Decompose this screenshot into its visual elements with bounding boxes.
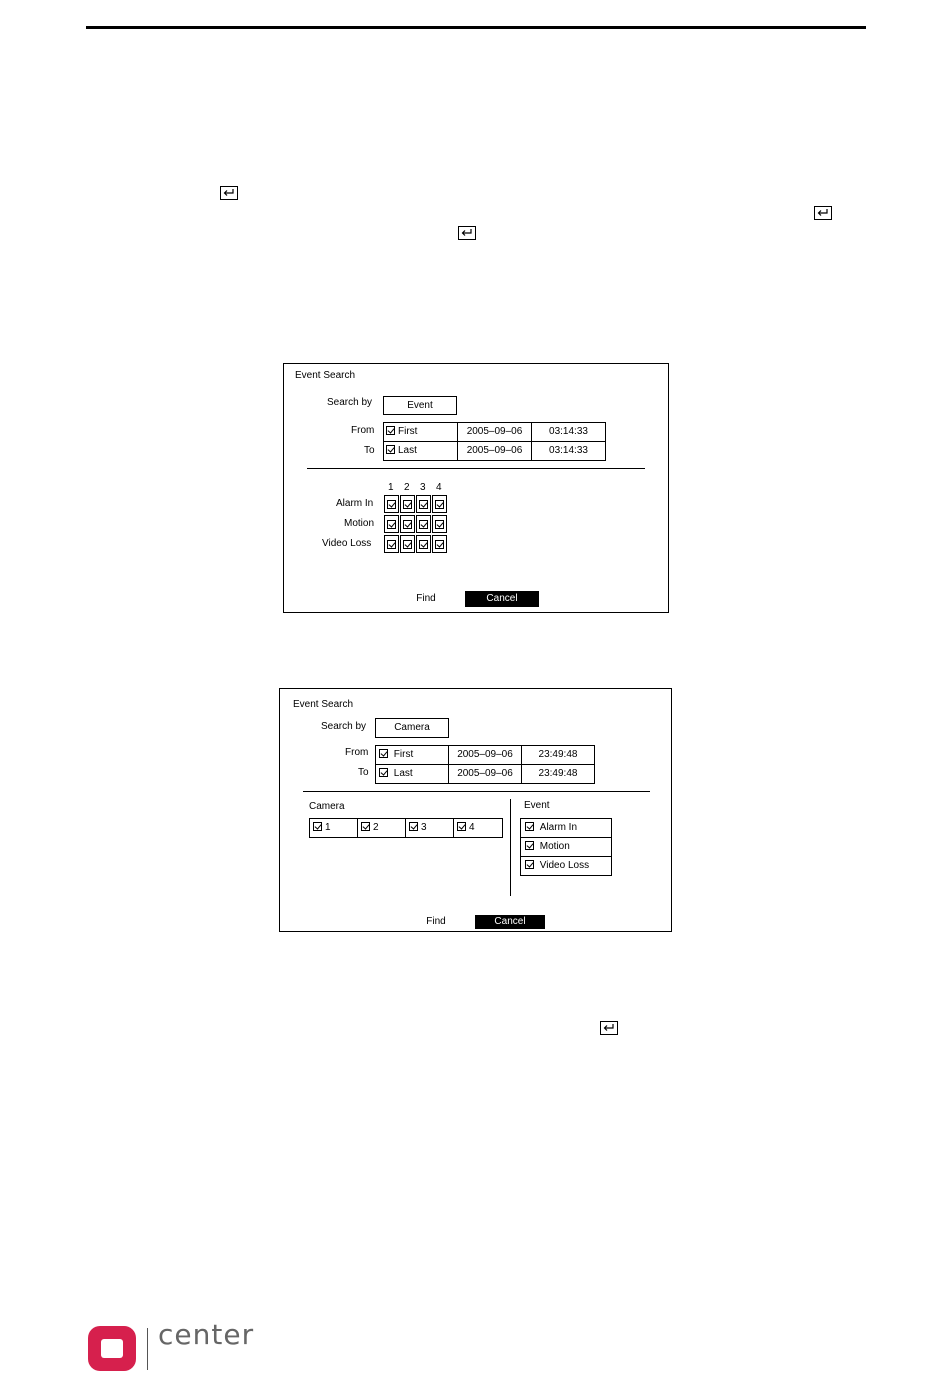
event-video-loss-checkbox[interactable] xyxy=(520,856,612,876)
brand-logo-mark xyxy=(88,1326,136,1371)
divider xyxy=(303,791,650,792)
cancel-button[interactable]: Cancel xyxy=(475,915,545,929)
checkbox-checked-icon xyxy=(379,768,388,777)
event-label: Alarm In xyxy=(539,822,578,833)
checkbox-checked-icon xyxy=(386,426,395,435)
camera-number: 3 xyxy=(421,822,427,833)
to-time-field[interactable]: 03:14:33 xyxy=(531,441,606,461)
event-alarm-in-checkbox[interactable] xyxy=(520,818,612,838)
alarm-in-3-checkbox[interactable] xyxy=(416,495,431,513)
dialog-title: Event Search xyxy=(295,370,356,381)
checkbox-checked-icon xyxy=(525,860,534,869)
find-button[interactable]: Find xyxy=(426,916,446,927)
from-first-option[interactable] xyxy=(375,745,449,765)
from-first-option[interactable] xyxy=(383,422,458,442)
event-search-dialog-event xyxy=(283,363,669,613)
divider xyxy=(307,468,645,469)
camera-number: 4 xyxy=(469,822,475,833)
to-option-text: Last xyxy=(398,445,417,456)
camera-1-checkbox[interactable] xyxy=(309,818,358,838)
checkbox-checked-icon xyxy=(419,540,428,549)
checkbox-checked-icon xyxy=(403,500,412,509)
row-label-video-loss: Video Loss xyxy=(322,538,372,549)
to-option-text: Last xyxy=(393,768,413,779)
to-time-field[interactable]: 23:49:48 xyxy=(521,764,595,784)
enter-key-icon xyxy=(600,1021,618,1035)
cancel-button[interactable]: Cancel xyxy=(465,591,539,607)
from-time-field[interactable]: 03:14:33 xyxy=(531,422,606,442)
dialog-title: Event Search xyxy=(293,699,354,710)
checkbox-checked-icon xyxy=(419,500,428,509)
search-by-label: Search by xyxy=(327,397,373,408)
camera-number: 1 xyxy=(325,822,331,833)
checkbox-checked-icon xyxy=(403,520,412,529)
row-label-alarm-in: Alarm In xyxy=(336,498,374,509)
column-header: 3 xyxy=(420,482,426,493)
checkbox-checked-icon xyxy=(387,520,396,529)
event-section-label: Event xyxy=(524,800,550,811)
brand-logo-text: center xyxy=(158,1318,255,1351)
event-motion-checkbox[interactable] xyxy=(520,837,612,857)
event-search-dialog-camera xyxy=(279,688,672,932)
to-label: To xyxy=(364,445,375,456)
column-header: 4 xyxy=(436,482,442,493)
alarm-in-1-checkbox[interactable] xyxy=(384,495,399,513)
alarm-in-4-checkbox[interactable] xyxy=(432,495,447,513)
checkbox-checked-icon xyxy=(409,822,418,831)
checkbox-checked-icon xyxy=(419,520,428,529)
checkbox-checked-icon xyxy=(386,445,395,454)
motion-3-checkbox[interactable] xyxy=(416,515,431,533)
video-loss-1-checkbox[interactable] xyxy=(384,535,399,553)
checkbox-checked-icon xyxy=(435,500,444,509)
camera-3-checkbox[interactable] xyxy=(405,818,454,838)
video-loss-3-checkbox[interactable] xyxy=(416,535,431,553)
event-label: Motion xyxy=(539,841,570,852)
from-label: From xyxy=(345,747,369,758)
checkbox-checked-icon xyxy=(387,540,396,549)
checkbox-checked-icon xyxy=(387,500,396,509)
checkbox-checked-icon xyxy=(435,520,444,529)
search-by-label: Search by xyxy=(321,721,367,732)
motion-1-checkbox[interactable] xyxy=(384,515,399,533)
enter-key-icon xyxy=(458,226,476,240)
motion-2-checkbox[interactable] xyxy=(400,515,415,533)
checkbox-checked-icon xyxy=(435,540,444,549)
checkbox-checked-icon xyxy=(457,822,466,831)
camera-number: 2 xyxy=(373,822,379,833)
to-date-field[interactable]: 2005–09–06 xyxy=(448,764,522,784)
video-loss-2-checkbox[interactable] xyxy=(400,535,415,553)
from-date-field[interactable]: 2005–09–06 xyxy=(448,745,522,765)
camera-4-checkbox[interactable] xyxy=(453,818,503,838)
search-by-select[interactable]: Camera xyxy=(375,718,449,738)
camera-2-checkbox[interactable] xyxy=(357,818,406,838)
from-time-field[interactable]: 23:49:48 xyxy=(521,745,595,765)
enter-key-icon xyxy=(220,186,238,200)
to-last-option[interactable] xyxy=(383,441,458,461)
row-label-motion: Motion xyxy=(344,518,375,529)
page-top-rule xyxy=(86,26,866,29)
video-loss-4-checkbox[interactable] xyxy=(432,535,447,553)
to-label: To xyxy=(358,767,369,778)
checkbox-checked-icon xyxy=(403,540,412,549)
enter-key-icon xyxy=(814,206,832,220)
checkbox-checked-icon xyxy=(525,841,534,850)
search-by-select[interactable]: Event xyxy=(383,396,457,415)
vertical-divider xyxy=(510,799,511,896)
from-option-text: First xyxy=(398,426,418,437)
checkbox-checked-icon xyxy=(361,822,370,831)
column-header: 1 xyxy=(388,482,394,493)
checkbox-checked-icon xyxy=(525,822,534,831)
logo-separator xyxy=(147,1328,148,1370)
checkbox-checked-icon xyxy=(379,749,388,758)
to-date-field[interactable]: 2005–09–06 xyxy=(457,441,532,461)
from-date-field[interactable]: 2005–09–06 xyxy=(457,422,532,442)
checkbox-checked-icon xyxy=(313,822,322,831)
column-header: 2 xyxy=(404,482,410,493)
from-option-text: First xyxy=(393,749,414,760)
from-label: From xyxy=(351,425,375,436)
camera-section-label: Camera xyxy=(309,801,345,812)
motion-4-checkbox[interactable] xyxy=(432,515,447,533)
to-last-option[interactable] xyxy=(375,764,449,784)
alarm-in-2-checkbox[interactable] xyxy=(400,495,415,513)
event-label: Video Loss xyxy=(539,860,590,871)
find-button[interactable]: Find xyxy=(416,593,436,604)
